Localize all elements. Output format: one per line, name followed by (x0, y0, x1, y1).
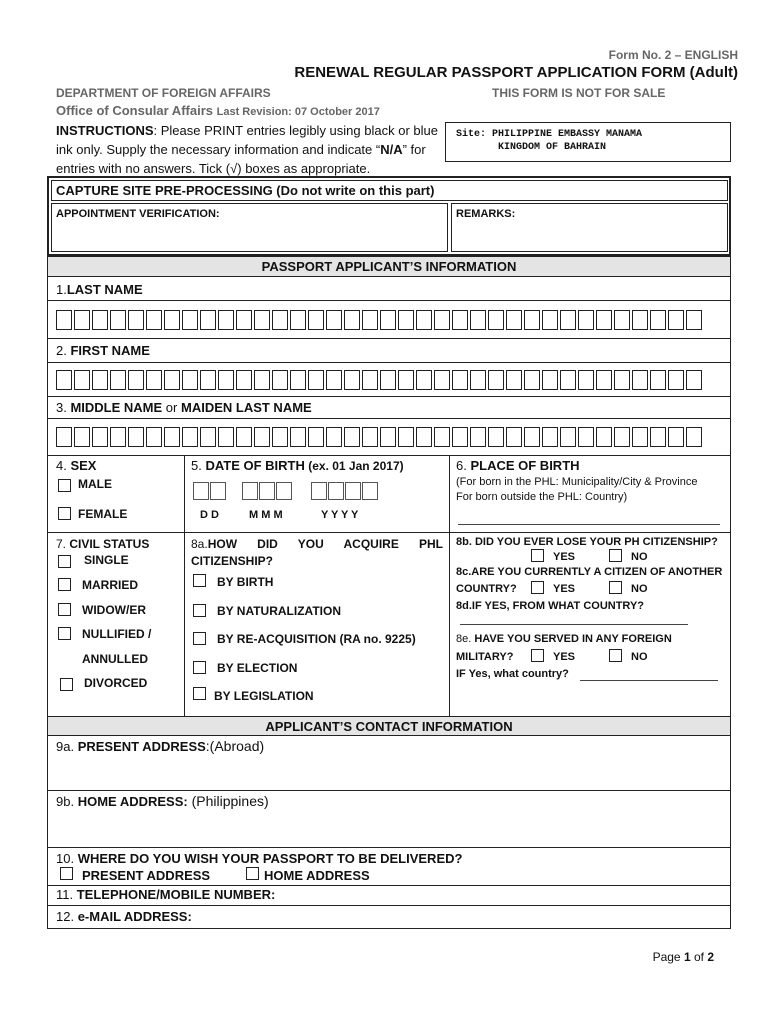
department-name: DEPARTMENT OF FOREIGN AFFAIRS (56, 86, 271, 100)
first-name-text: FIRST NAME (70, 343, 150, 358)
q8e-follow-label: IF Yes, what country? (456, 668, 569, 680)
single-checkbox[interactable] (58, 555, 71, 568)
last-name-text: LAST NAME (66, 282, 143, 297)
q8c-yes-checkbox[interactable] (531, 581, 544, 594)
married-checkbox[interactable] (58, 578, 71, 591)
q8e-label-2: MILITARY? (456, 651, 514, 663)
home-text: HOME ADDRESS: (77, 794, 188, 809)
instructions-line-3: entries with no answers. Tick (√) boxes as appropriate. (56, 161, 371, 176)
maiden-name-text: MAIDEN LAST NAME (180, 400, 312, 415)
email-label (56, 909, 192, 924)
office-line (56, 103, 380, 118)
middle-name-num: 3. (56, 400, 71, 415)
phone-label (56, 887, 275, 902)
site-line-1: Site: PHILIPPINE EMBASSY MANAMA (456, 129, 643, 140)
pob-text: PLACE OF BIRTH (470, 458, 580, 473)
site-text (456, 128, 642, 154)
email-input[interactable] (200, 906, 730, 928)
single-label: SINGLE (84, 553, 129, 567)
page-total: 2 (707, 950, 714, 964)
applicant-section-header (47, 256, 731, 277)
widow-label: WIDOW/ER (82, 603, 146, 617)
page-current: 1 (683, 950, 691, 964)
female-label: FEMALE (78, 507, 128, 521)
divorced-checkbox[interactable] (60, 678, 73, 691)
na-marker: N/A (380, 142, 403, 157)
divider (47, 790, 731, 791)
divider (47, 396, 731, 397)
by-legislation-label: BY LEGISLATION (214, 689, 314, 703)
q8b-label: 8b. DID YOU EVER LOSE YOUR PH CITIZENSHIP? (456, 536, 718, 548)
last-name-num: 1. (56, 282, 67, 297)
email-text: e-MAIL ADDRESS: (77, 909, 192, 924)
delivery-text: WHERE DO YOU WISH YOUR PASSPORT TO BE DELIVERED? (77, 851, 463, 866)
civil-num: 7. (56, 537, 70, 551)
dob-day-boxes[interactable] (193, 482, 227, 500)
by-naturalization-label: BY NATURALIZATION (217, 604, 341, 618)
divider (47, 847, 731, 848)
q8d-input[interactable] (460, 624, 688, 625)
dob-dd: D D (200, 509, 219, 521)
q8b-yes-label: YES (553, 551, 576, 563)
pob-note-1: (For born in the PHL: Municipality/City & Province (456, 476, 698, 488)
divider (47, 455, 731, 456)
instructions-line-2-end: ” for (402, 142, 426, 157)
email-num: 12. (56, 909, 78, 924)
dob-month-boxes[interactable] (242, 482, 293, 500)
present-num: 9a. (56, 739, 78, 754)
q8c-yes-label: YES (553, 583, 576, 595)
by-naturalization-checkbox[interactable] (193, 604, 206, 617)
remarks-label: REMARKS: (456, 208, 516, 220)
instructions (56, 121, 438, 178)
q8d-label: 8d.IF YES, FROM WHAT COUNTRY? (456, 600, 645, 612)
applicant-section-title: PASSPORT APPLICANT’S INFORMATION (261, 259, 517, 274)
q8b-no-checkbox[interactable] (609, 549, 622, 562)
dob-label (191, 458, 404, 473)
instructions-line-2: ink only. Supply the necessary information and indicate “ (56, 142, 381, 157)
female-checkbox[interactable] (58, 507, 71, 520)
vdivider (184, 455, 185, 532)
vdivider (449, 532, 450, 717)
dob-yyyy: Y Y Y Y (321, 509, 359, 521)
instructions-line-1: : Please PRINT entries legibly using black or blue (153, 123, 438, 138)
male-checkbox[interactable] (58, 479, 71, 492)
middle-name-or: or (162, 400, 181, 415)
capture-site-title-box (51, 180, 728, 201)
dob-text: DATE OF BIRTH (205, 458, 305, 473)
dob-year-boxes[interactable] (311, 482, 379, 500)
vdivider (184, 532, 185, 717)
by-election-label: BY ELECTION (217, 661, 298, 675)
deliver-home-checkbox[interactable] (246, 867, 259, 880)
home-hint: (Philippines) (187, 793, 269, 809)
middle-name-label (56, 400, 312, 415)
acquire-text: HOW DID YOU ACQUIRE PHL (207, 537, 443, 551)
q8e-label (456, 633, 672, 645)
home-num: 9b. (56, 794, 78, 809)
home-address-label (56, 793, 269, 809)
last-name-boxes[interactable] (56, 310, 704, 330)
divorced-label: DIVORCED (84, 676, 148, 690)
present-hint: :(Abroad) (205, 738, 265, 754)
phone-input[interactable] (280, 886, 730, 905)
first-name-label (56, 343, 150, 358)
delivery-label (56, 851, 462, 866)
present-text: PRESENT ADDRESS (77, 739, 206, 754)
contact-section-title: APPLICANT’S CONTACT INFORMATION (265, 719, 513, 734)
married-label: MARRIED (82, 578, 138, 592)
q8e-num: 8e. (456, 633, 475, 645)
delivery-num: 10. (56, 851, 78, 866)
acquire-num: 8a. (191, 537, 208, 551)
pob-note (456, 475, 697, 505)
q8b-yes-checkbox[interactable] (531, 549, 544, 562)
first-name-boxes[interactable] (56, 370, 704, 390)
instructions-label: INSTRUCTIONS (56, 123, 154, 138)
site-box (445, 122, 731, 162)
pob-input[interactable] (458, 524, 720, 525)
q8c-label-2: COUNTRY? (456, 583, 517, 595)
form-number: Form No. 2 – ENGLISH (608, 48, 738, 62)
q8c-label: 8c.ARE YOU CURRENTLY A CITIZEN OF ANOTHER (456, 566, 723, 578)
widow-checkbox[interactable] (58, 603, 71, 616)
appointment-verification-field[interactable] (51, 203, 448, 252)
present-address-label (56, 738, 264, 754)
middle-name-boxes[interactable] (56, 427, 704, 447)
sex-num: 4. (56, 458, 71, 473)
q8b-no-label: NO (631, 551, 648, 563)
appointment-verification-label: APPOINTMENT VERIFICATION: (56, 208, 220, 220)
civil-status-label (56, 537, 149, 551)
capture-site-title: CAPTURE SITE PRE-PROCESSING (Do not write on this part) (56, 183, 435, 198)
site-line-2: KINGDOM OF BAHRAIN (498, 142, 607, 153)
office-name: Office of Consular Affairs (56, 103, 213, 118)
divider (47, 338, 731, 339)
page-indicator (653, 950, 714, 964)
annulled-label: ANNULLED (82, 652, 148, 666)
contact-section-header (47, 716, 731, 736)
dob-example: (ex. 01 Jan 2017) (304, 459, 404, 473)
sex-text: SEX (70, 458, 97, 473)
acquire-text-2: CITIZENSHIP? (191, 554, 274, 568)
not-for-sale-notice: THIS FORM IS NOT FOR SALE (492, 86, 666, 100)
sex-label (56, 458, 96, 473)
q8e-country-input[interactable] (580, 680, 718, 681)
by-birth-label: BY BIRTH (217, 575, 274, 589)
deliver-present-label: PRESENT ADDRESS (82, 868, 211, 883)
by-reacquisition-label: BY RE-ACQUISITION (RA no. 9225) (217, 632, 416, 646)
page-of: of (690, 950, 708, 964)
q8e-text: HAVE YOU SERVED IN ANY FOREIGN (474, 633, 672, 645)
deliver-present-checkbox[interactable] (60, 867, 73, 880)
civil-text: CIVIL STATUS (69, 537, 150, 551)
q8e-yes-checkbox[interactable] (531, 649, 544, 662)
q8e-no-label: NO (631, 651, 648, 663)
by-reacquisition-checkbox[interactable] (193, 632, 206, 645)
phone-text: TELEPHONE/MOBILE NUMBER: (76, 887, 276, 902)
divider (47, 300, 731, 301)
by-election-checkbox[interactable] (193, 661, 206, 674)
nullified-label: NULLIFIED / (82, 627, 152, 641)
present-address-input[interactable] (48, 756, 730, 790)
divider (47, 418, 731, 419)
form-title: RENEWAL REGULAR PASSPORT APPLICATION FORM (Adult) (294, 64, 738, 81)
male-label: MALE (78, 477, 112, 491)
q8e-no-checkbox[interactable] (609, 649, 622, 662)
home-address-input[interactable] (48, 812, 730, 846)
acquire-label (191, 537, 443, 568)
q8c-no-label: NO (631, 583, 648, 595)
by-birth-checkbox[interactable] (193, 574, 206, 587)
dob-num: 5. (191, 458, 206, 473)
nullified-checkbox[interactable] (58, 627, 71, 640)
phone-num: 11. (56, 887, 77, 902)
q8c-no-checkbox[interactable] (609, 581, 622, 594)
middle-name-text: MIDDLE NAME (70, 400, 163, 415)
dob-mmm: M M M (249, 509, 283, 521)
divider (47, 532, 731, 533)
page-word: Page (652, 950, 684, 964)
pob-label (456, 458, 580, 473)
vdivider (449, 455, 450, 532)
last-name-label (56, 282, 143, 297)
deliver-home-label: HOME ADDRESS (264, 868, 370, 883)
by-legislation-checkbox[interactable] (193, 687, 206, 700)
pob-num: 6. (456, 458, 471, 473)
revision-date: Last Revision: 07 October 2017 (216, 106, 380, 118)
first-name-num: 2. (56, 343, 71, 358)
q8e-yes-label: YES (553, 651, 576, 663)
divider (47, 362, 731, 363)
remarks-field[interactable] (451, 203, 728, 252)
pob-note-2: For born outside the PHL: Country) (456, 491, 628, 503)
